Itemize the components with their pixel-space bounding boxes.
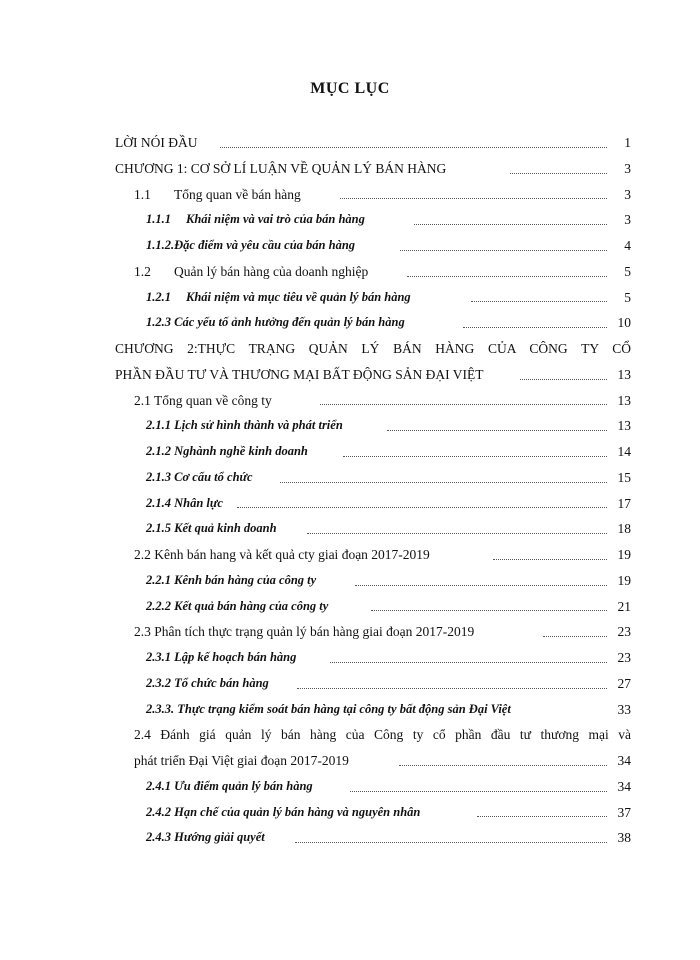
toc-entry-text: [134, 264, 371, 279]
toc-entry-text: 2.3 Phân tích thực trạng quản lý bán hàng giai đoạn 2017-2019: [134, 624, 477, 639]
toc-entry-1-1-1[interactable]: [115, 207, 631, 233]
toc-entry-2-4-1[interactable]: [115, 774, 631, 800]
toc-entry-text: 2.1.5 Kết quả kinh doanh: [146, 521, 280, 535]
toc-page-number: 34: [617, 778, 631, 794]
toc-page-number: 19: [617, 572, 631, 588]
toc-entry-text: 2.1.3 Cơ cấu tổ chức: [146, 470, 256, 484]
toc-page-number: 15: [617, 469, 631, 485]
toc-entry-text: [134, 187, 304, 202]
toc-entry-2-3-1[interactable]: [115, 645, 631, 671]
toc-page-number: 13: [617, 366, 631, 382]
toc-entry-2-1-1[interactable]: [115, 413, 631, 439]
toc-entry-2-3[interactable]: [115, 619, 631, 645]
dot-leader: [330, 662, 607, 663]
toc-page-number: 3: [624, 186, 631, 202]
toc-entry-chapter-1[interactable]: [115, 156, 631, 182]
dot-leader: [510, 173, 607, 174]
toc-entry-text: PHẦN ĐẦU TƯ VÀ THƯƠNG MẠI BẤT ĐỘNG SẢN ĐẠI VIỆT: [115, 367, 486, 382]
dot-leader: [493, 559, 607, 560]
toc-entry-text: [146, 212, 368, 226]
toc-page-number: 5: [624, 289, 631, 305]
toc-entry-2-1-5[interactable]: [115, 516, 631, 542]
toc-page-number: 19: [617, 547, 631, 562]
dot-leader: [295, 842, 607, 843]
toc-entry-1-2[interactable]: [115, 259, 631, 285]
dot-leader: [343, 456, 607, 457]
toc-page-number: 38: [617, 830, 631, 846]
toc-entry-text: 2.4.3 Hướng giải quyết: [146, 830, 268, 844]
toc-page-number: 14: [617, 444, 631, 459]
dot-leader: [297, 688, 607, 689]
toc-entry-title: Khái niệm và mục tiêu về quản lý bán hàng: [186, 289, 411, 304]
toc-entry-text: 2.4.1 Ưu điểm quản lý bán hàng: [146, 779, 316, 793]
toc-page-number: 5: [624, 263, 631, 279]
toc-entry-number: 1.2: [134, 263, 151, 279]
dot-leader: [237, 507, 607, 508]
toc-entry-2-4[interactable]: [115, 722, 631, 774]
toc-entry-1-1-2[interactable]: [115, 233, 631, 259]
dot-leader: [407, 276, 607, 277]
toc-page-number: 37: [617, 804, 631, 820]
toc-entry-text-line-2: [134, 748, 631, 774]
dot-leader: [400, 250, 607, 251]
toc-entry-number: 1.2.1: [146, 289, 171, 304]
toc-entry-2-4-2[interactable]: [115, 800, 631, 826]
toc-entry-2-2-1[interactable]: [115, 568, 631, 594]
dot-leader: [307, 533, 607, 534]
toc-entry-text: 1.2.3 Các yếu tố ảnh hưởng đến quản lý bán hàng: [146, 315, 408, 329]
toc-page-number: 23: [617, 624, 631, 640]
dot-leader: [463, 327, 607, 328]
toc-entry-text: CHƯƠNG 1: CƠ SỞ LÍ LUẬN VỀ QUẢN LÝ BÁN HÀNG: [115, 161, 449, 176]
toc-entry-text: 2.2.2 Kết quả bán hàng của công ty: [146, 599, 331, 613]
dot-leader: [387, 430, 607, 431]
toc-entry-2-1-3[interactable]: [115, 465, 631, 491]
toc-entry-text: LỜI NÓI ĐẦU: [115, 135, 200, 150]
toc-page-number: 34: [617, 753, 631, 768]
toc-entry-text: 2.1 Tổng quan về công ty: [134, 393, 275, 408]
toc-entry-2-2-2[interactable]: [115, 594, 631, 620]
toc-entry-2-1-4[interactable]: [115, 491, 631, 517]
dot-leader: [340, 198, 607, 199]
toc-entry-2-3-3[interactable]: [115, 697, 631, 723]
toc-entry-preface[interactable]: [115, 130, 631, 156]
toc-entry-text-line-1: 2.4 Đánh giá quản lý bán hàng của Công ty cổ phần đầu tư thương mại và: [134, 727, 631, 743]
dot-leader: [220, 147, 607, 148]
toc-entry-2-3-2[interactable]: [115, 671, 631, 697]
dot-leader: [471, 301, 607, 302]
toc-entry-title: Tổng quan về bán hàng: [174, 186, 301, 202]
dot-leader: [371, 610, 607, 611]
toc-entry-title: Khái niệm và vai trò của bán hàng: [186, 212, 365, 227]
toc-entry-text-line-1: CHƯƠNG 2:THỰC TRẠNG QUẢN LÝ BÁN HÀNG CỦA CÔNG TY CỔ: [115, 341, 631, 356]
toc-entry-text: 1.1.2.Đặc điểm và yêu cầu của bán hàng: [146, 238, 358, 252]
toc-page-number: 13: [617, 418, 631, 434]
toc-entry-number: 1.1.1: [146, 212, 171, 227]
toc-entry-text: 2.1.2 Nghành nghề kinh doanh: [146, 444, 311, 458]
dot-leader: [520, 379, 607, 380]
toc-entry-1-1[interactable]: [115, 182, 631, 208]
toc-page-number: 13: [617, 392, 631, 408]
toc-page-number: 21: [617, 598, 631, 614]
toc-entry-text: [146, 290, 414, 304]
toc-entry-text: 2.3.3. Thực trạng kiểm soát bán hàng tại công ty bất động sản Đại Việt: [146, 702, 514, 716]
page-title: MỤC LỤC: [310, 80, 390, 97]
toc-entry-text: 2.2.1 Kênh bán hàng của công ty: [146, 573, 319, 587]
dot-leader: [350, 791, 607, 792]
toc-entry-text: 2.3.2 Tổ chức bán hàng: [146, 676, 272, 690]
toc-entry-number: 1.1: [134, 186, 151, 202]
dot-leader: [477, 816, 607, 817]
dot-leader: [320, 404, 607, 405]
table-of-contents: [115, 130, 631, 851]
toc-page-number: 3: [624, 160, 631, 176]
toc-page-number: 18: [617, 521, 631, 537]
toc-entry-2-1-2[interactable]: [115, 439, 631, 465]
toc-page-number: 4: [624, 238, 631, 253]
toc-entry-title: Quản lý bán hàng của doanh nghiệp: [174, 263, 369, 279]
dot-leader: [543, 636, 607, 637]
toc-entry-2-1[interactable]: [115, 388, 631, 414]
toc-entry-1-2-3[interactable]: [115, 310, 631, 336]
toc-page-number: 27: [617, 675, 631, 691]
dot-leader: [399, 765, 607, 766]
toc-entry-text: 2.2 Kênh bán hang và kết quả cty giai đoạn 2017-2019: [134, 547, 433, 562]
toc-page-number: 10: [617, 315, 631, 331]
toc-page-number: 1: [624, 135, 631, 150]
toc-entry-text: 2.1.4 Nhân lực: [146, 496, 226, 510]
toc-entry-text: 2.1.1 Lịch sử hình thành và phát triển: [146, 418, 346, 432]
toc-entry-chapter-2[interactable]: [115, 336, 631, 388]
toc-entry-1-2-1[interactable]: [115, 285, 631, 311]
toc-page-number: 17: [617, 495, 631, 511]
toc-page-number: 23: [617, 650, 631, 665]
toc-page-number: 33: [617, 701, 631, 717]
dot-leader: [355, 585, 607, 586]
dot-leader: [280, 482, 607, 483]
toc-entry-text: phát triển Đại Việt giai đoạn 2017-2019: [134, 753, 352, 768]
toc-entry-2-4-3[interactable]: [115, 825, 631, 851]
toc-entry-text: 2.3.1 Lập kế hoạch bán hàng: [146, 650, 299, 664]
toc-entry-text-line-2: [115, 362, 631, 388]
toc-entry-text: 2.4.2 Hạn chế của quản lý bán hàng và nguyên nhân: [146, 805, 423, 819]
toc-entry-2-2[interactable]: [115, 542, 631, 568]
toc-page-number: 3: [624, 212, 631, 228]
dot-leader: [414, 224, 607, 225]
